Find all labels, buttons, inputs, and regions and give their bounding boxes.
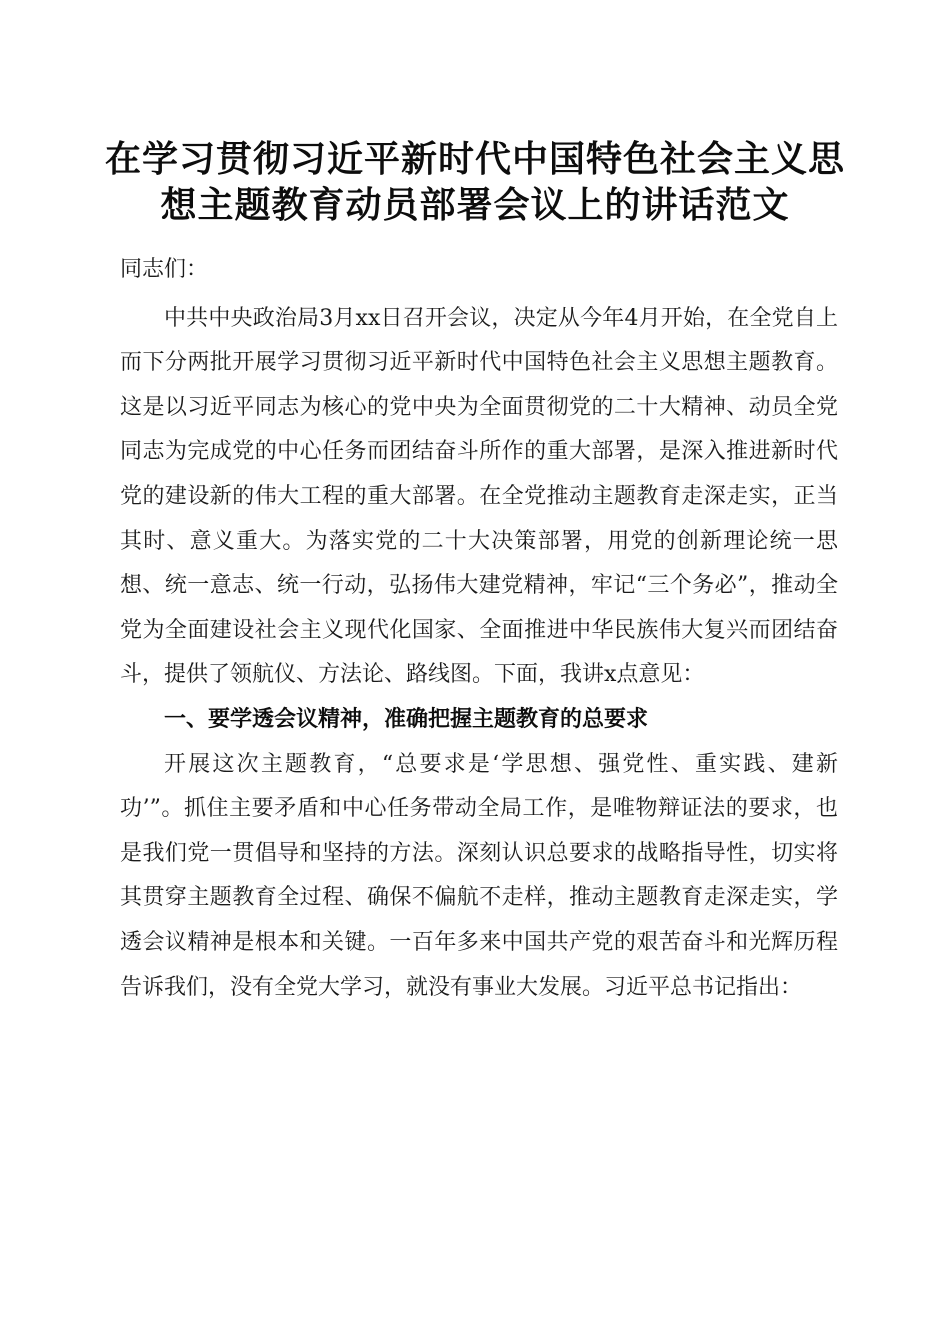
- document-body: [120, 248, 838, 1010]
- body-paragraph: 开展这次主题教育，“总要求是‘学思想、强党性、重实践、建新功’”。抓住主要矛盾和中心任务带动全局工作，是唯物辩证法的要求，也是我们党一贯倡导和坚持的方法。深刻认识总要求的战略指导性，切实将其贯穿主题教育全过程、确保不偏航不走样，推动主题教育走深走实，学透会议精神是根本和关键。一百年多来中国共产党的艰苦奋斗和光辉历程告诉我们，没有全党大学习，就没有事业大发展。习近平总书记指出：: [120, 751, 838, 1000]
- document-title: 在学习贯彻习近平新时代中国特色社会主义思想主题教育动员部署会议上的讲话范文: [104, 138, 845, 226]
- section-heading: 一、要学透会议精神，准确把握主题教育的总要求: [164, 706, 649, 732]
- salutation: 同志们：: [120, 257, 209, 282]
- body-paragraph: 中共中央政治局3月xx日召开会议，决定从今年4月开始，在全党自上而下分两批开展学习贯彻习近平新时代中国特色社会主义思想主题教育。这是以习近平同志为核心的党中央为全面贯彻党的二十大精神、动员全党同志为完成党的中心任务而团结奋斗所作的重大部署，是深入推进新时代党的建设新的伟大工程的重大部署。在全党推动主题教育走深走实，正当其时、意义重大。为落实党的二十大决策部署，用党的创新理论统一思想、统一意志、统一行动，弘扬伟大建党精神，牢记“三个务必”，推动全党为全面建设社会主义现代化国家、全面推进中华民族伟大复兴而团结奋斗，提供了领航仪、方法论、路线图。下面，我讲x点意见：: [120, 305, 838, 688]
